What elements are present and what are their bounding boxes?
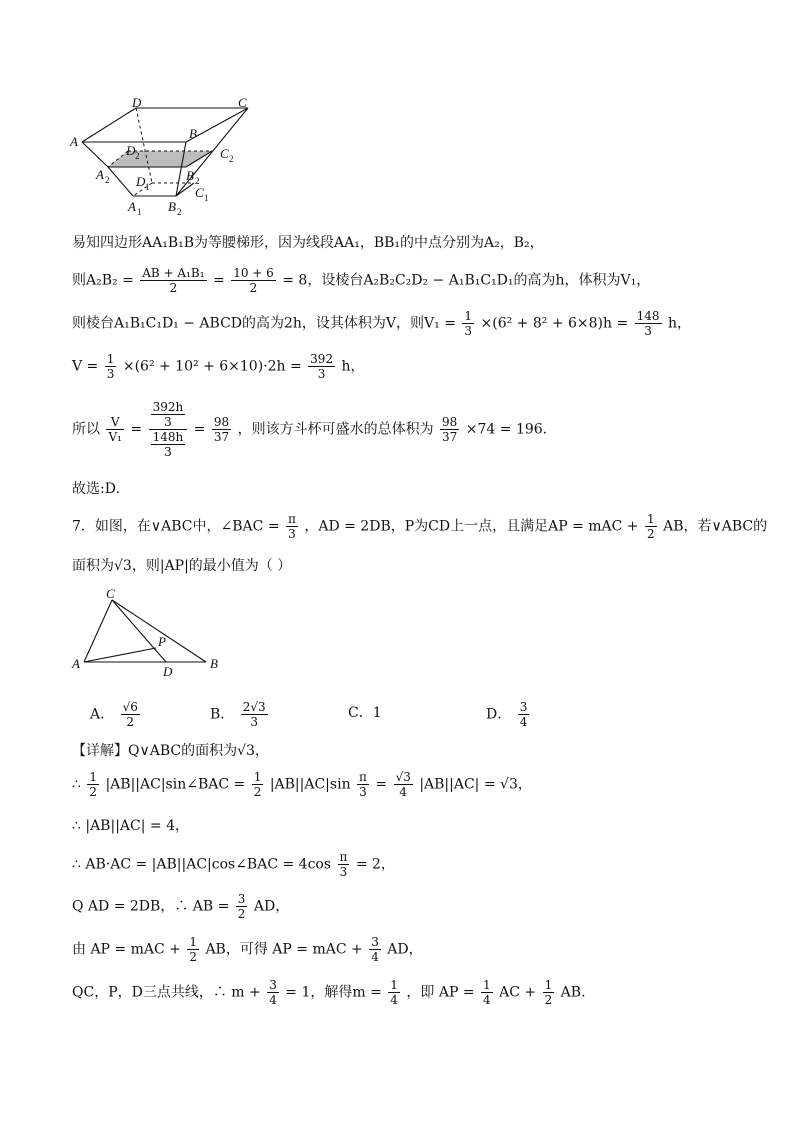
label-C: C bbox=[238, 96, 247, 110]
label-D2-sub: 2 bbox=[135, 151, 140, 161]
label-P: P bbox=[158, 634, 166, 649]
label-D1: D bbox=[136, 174, 146, 189]
fraction: $\frac{98}{37}$ bbox=[442, 415, 458, 444]
label-A2: A bbox=[96, 167, 104, 182]
fraction: $\frac{98}{37}$ bbox=[213, 415, 230, 444]
solution-line-5: 所以 $\frac{V}{\text{V₁}}$ = $\frac{\frac{392h}{3}}{\frac{148h}{3}}$ = $\frac{98}{37}$ ，则该方斗杯可盛水的总体积为 $\frac{98}{37}$ ×74 = 196. bbox=[72, 400, 548, 459]
label-C: C bbox=[106, 586, 115, 601]
label-C2-sub: 2 bbox=[229, 154, 234, 164]
fraction: $\frac{\text{AB + A₁B₁}}{2}$ bbox=[142, 266, 205, 295]
label-D2: D bbox=[126, 143, 136, 158]
label-B2: B bbox=[186, 168, 194, 183]
label-B1: B bbox=[168, 199, 176, 214]
option-d[interactable]: D． $\frac{3}{4}$ bbox=[486, 700, 528, 729]
label-C1: C bbox=[195, 185, 204, 200]
label-A: A bbox=[70, 134, 78, 149]
label-C1-sub: 1 bbox=[204, 193, 209, 203]
detail-line-1: 【详解】Q∨ABC的面积为√3， bbox=[72, 743, 269, 759]
label-D1-sub: 1 bbox=[145, 182, 150, 192]
compound-fraction: $\frac{\frac{392h}{3}}{\frac{148h}{3}}$ bbox=[149, 400, 188, 459]
detail-line-6: 由 AP = mAC + $\frac{1}{2}$ AB，可得 AP = mAC + $\frac{3}{4}$ AD， bbox=[72, 935, 423, 964]
solution-line-1: 易知四边形AA₁B₁B为等腰梯形，因为线段AA₁，BB₁的中点分别为A₂，B₂， bbox=[72, 235, 544, 251]
label-B1-sub: 2 bbox=[177, 207, 182, 217]
option-c[interactable]: C．1 bbox=[348, 705, 382, 721]
fraction: $\frac{10 + 6}{2}$ bbox=[233, 266, 274, 295]
triangle-figure bbox=[70, 586, 230, 678]
label-A1-sub: 1 bbox=[137, 207, 142, 217]
fraction: $\frac{\pi}{3}$ bbox=[288, 512, 296, 541]
detail-line-7: QC，P，D三点共线，∴ m + $\frac{3}{4}$ = 1，解得m = $\frac{1}{4}$ ，即 AP = $\frac{1}{4}$ AC + $\frac{1}{2}$ AB. bbox=[72, 978, 586, 1007]
detail-line-5: Q AD = 2DB，∴ AB = $\frac{3}{2}$ AD， bbox=[72, 892, 290, 921]
option-a[interactable]: A． $\frac{√6}{2}$ bbox=[90, 700, 138, 729]
detail-line-2: ∴ $\frac{1}{2}$ |AB||AC|sin∠BAC = $\frac{1}{2}$ |AB||AC|sin $\frac{\pi}{3}$ = $\frac{√3}{4}$ |AB||AC| = √3， bbox=[72, 770, 532, 799]
fraction: $\frac{1}{3}$ bbox=[106, 352, 115, 381]
label-B2-sub: 2 bbox=[195, 176, 200, 186]
label-A: A bbox=[72, 656, 80, 671]
fraction: $\frac{148}{3}$ bbox=[636, 309, 660, 338]
label-A1: A bbox=[128, 199, 136, 214]
solution-line-2: 则A₂B₂ = $\frac{\text{AB + A₁B₁}}{2}$ = $\frac{10 + 6}{2}$ = 8，设棱台A₂B₂C₂D₂ − A₁B₁C₁D₁的高为h，体积为V₁， bbox=[72, 266, 651, 295]
fraction: $\frac{1}{3}$ bbox=[464, 309, 473, 338]
fraction: $\frac{392}{3}$ bbox=[310, 352, 334, 381]
detail-line-4: ∴ AB·AC = |AB||AC|cos∠BAC = 4cos $\frac{\pi}{3}$ = 2， bbox=[72, 850, 395, 879]
fraction: $\frac{V}{\text{V₁}}$ bbox=[108, 415, 122, 444]
answer-line: 故选:D. bbox=[72, 481, 120, 497]
fraction: $\frac{1}{2}$ bbox=[646, 512, 655, 541]
option-b[interactable]: B． $\frac{2√3}{3}$ bbox=[210, 700, 266, 729]
label-D: D bbox=[132, 96, 142, 110]
solution-line-3: 则棱台A₁B₁C₁D₁ − ABCD的高为2h，设其体积为V，则V₁ = $\frac{1}{3}$ ×(6² + 8² + 6×8)h = $\frac{148}{3}$ h， bbox=[72, 309, 692, 338]
label-B: B bbox=[210, 656, 218, 671]
question-7-line-2: 面积为√3，则|AP|的最小值为（ ） bbox=[72, 558, 292, 574]
label-D: D bbox=[163, 664, 173, 678]
question-7-line-1: 7．如图，在∨ABC中，∠BAC = $\frac{\pi}{3}$ ，AD = 2DB，P为CD上一点，且满足AP = mAC + $\frac{1}{2}$ AB，若∨ABC的 bbox=[72, 512, 768, 541]
frustum-figure bbox=[68, 96, 258, 220]
label-A2-sub: 2 bbox=[105, 175, 110, 185]
label-B: B bbox=[189, 126, 197, 141]
label-C2: C bbox=[220, 146, 229, 161]
detail-line-3: ∴ |AB||AC| = 4， bbox=[72, 818, 189, 834]
solution-line-4: V = $\frac{1}{3}$ ×(6² + 10² + 6×10)·2h = $\frac{392}{3}$ h， bbox=[72, 352, 365, 381]
shaded-section bbox=[108, 151, 212, 167]
